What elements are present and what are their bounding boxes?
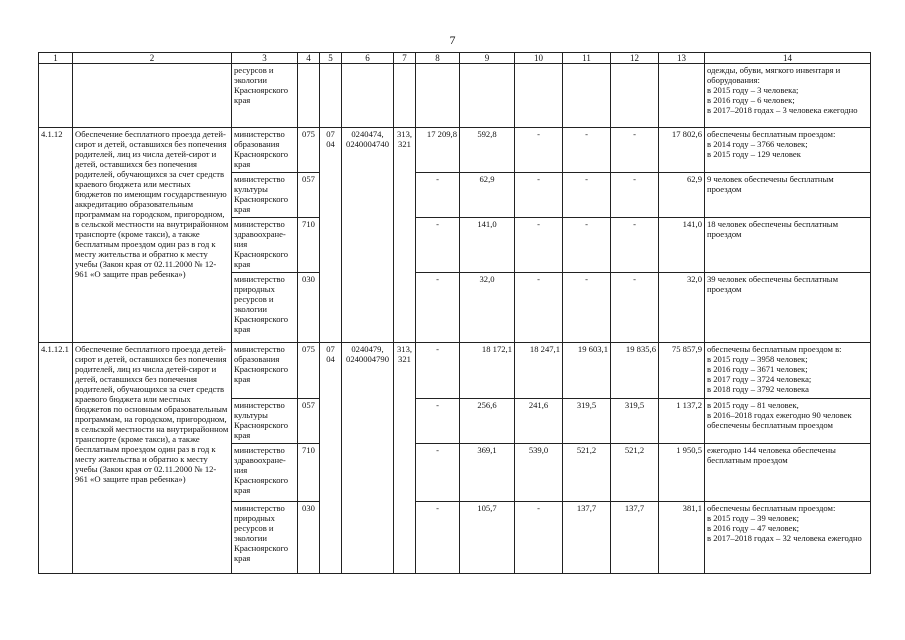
cell-value-8: 17 209,8 — [416, 128, 460, 173]
program-table — [38, 52, 871, 574]
cell-value-8: - — [416, 273, 460, 343]
cell-result: обеспечены бесплатным проездом: в 2014 году – 3766 человек; в 2015 году – 129 человек — [705, 128, 871, 173]
cell-value-8: - — [416, 343, 460, 399]
col-header-3: 3 — [232, 53, 298, 64]
col-header-11: 11 — [563, 53, 611, 64]
col-header-1: 1 — [39, 53, 73, 64]
cell-value-11: - — [563, 273, 611, 343]
cell-expense-type: 313, 321 — [394, 343, 416, 574]
table-row — [39, 343, 871, 399]
col-header-12: 12 — [611, 53, 659, 64]
cell-ministry: ресурсов и экологии Красноярского края — [232, 64, 298, 128]
cell-value-9: 141,0 — [460, 218, 515, 273]
cell-ministry: министерство культуры Красноярского края — [232, 399, 298, 444]
col-header-7: 7 — [394, 53, 416, 64]
cell-ministry: министерство здравоохране-ния Красноярского края — [232, 444, 298, 502]
cell-result: 9 человек обеспечены бесплатным проездом — [705, 173, 871, 218]
cell-code: 710 — [298, 218, 320, 273]
cell-value-12: 19 835,6 — [611, 343, 659, 399]
cell-code: 030 — [298, 273, 320, 343]
cell-value-12: 137,7 — [611, 502, 659, 574]
cell-value-11: - — [563, 218, 611, 273]
cell-value-11: - — [563, 173, 611, 218]
col-header-4: 4 — [298, 53, 320, 64]
cell-target-article: 0240479, 0240004790 — [342, 343, 394, 574]
col-header-9: 9 — [460, 53, 515, 64]
cell-result: 39 человек обеспечены бесплатным проездом — [705, 273, 871, 343]
col-header-14: 14 — [705, 53, 871, 64]
cell-value-9: 105,7 — [460, 502, 515, 574]
cell-value-8: - — [416, 444, 460, 502]
cell-code: 075 — [298, 343, 320, 399]
cell-code: 057 — [298, 399, 320, 444]
cell-target-article: 0240474, 0240004740 — [342, 128, 394, 343]
cell-value-9: 256,6 — [460, 399, 515, 444]
cell-value-12: - — [611, 273, 659, 343]
cell-value-11: 319,5 — [563, 399, 611, 444]
cell-value-11: 19 603,1 — [563, 343, 611, 399]
cell-value-10: 539,0 — [515, 444, 563, 502]
cell-value-10: - — [515, 273, 563, 343]
cell-item-number: 4.1.12 — [39, 128, 73, 343]
cell-value-9: 32,0 — [460, 273, 515, 343]
cell-value-10: 18 247,1 — [515, 343, 563, 399]
cell-item-name: Обеспечение бесплатного проезда детей-сирот и детей, оставшихся без попечения родителей, лиц из числа детей-сирот и детей, оставшихся без попечения родителей, обучающихся за счет средств краевого бюджета или местных бюджетов по имеющим государственную аккредитацию образовательным программам на городском, пригородном, в сельской местности на внутрирайонном транспорте (кроме такси), а также бесплатным проездом один раз в год к месту жительства и обратно к месту учебы (Закон края от 02.11.2000 № 12-961 «О защите прав ребенка») — [73, 128, 232, 343]
cell-ministry: министерство культуры Красноярского края — [232, 173, 298, 218]
col-header-8: 8 — [416, 53, 460, 64]
cell-result: ежегодно 144 человека обеспечены бесплатным проездом — [705, 444, 871, 502]
cell-value-8: - — [416, 173, 460, 218]
cell-code: 030 — [298, 502, 320, 574]
cell-value-8: - — [416, 218, 460, 273]
cell-value-13: 141,0 — [659, 218, 705, 273]
cell-ministry: министерство природных ресурсов и экологии Красноярского края — [232, 273, 298, 343]
cell-value-12: - — [611, 128, 659, 173]
cell-value-12: - — [611, 173, 659, 218]
table-row — [39, 64, 871, 128]
cell-ministry: министерство здравоохране-ния Красноярского края — [232, 218, 298, 273]
cell-value-9: 18 172,1 — [460, 343, 515, 399]
cell-value-13: 32,0 — [659, 273, 705, 343]
cell-value-13: 1 950,5 — [659, 444, 705, 502]
cell-result: обеспечены бесплатным проездом в: в 2015 году – 3958 человек; в 2016 году – 3671 человек; в 2017 году – 3724 человека; в 2018 году – 3792 человека — [705, 343, 871, 399]
cell-value-13: 1 137,2 — [659, 399, 705, 444]
cell-value-10: - — [515, 502, 563, 574]
cell-value-10: 241,6 — [515, 399, 563, 444]
col-header-10: 10 — [515, 53, 563, 64]
cell-ministry: министерство природных ресурсов и экологии Красноярского края — [232, 502, 298, 574]
cell-value-12: - — [611, 218, 659, 273]
cell-value-10: - — [515, 128, 563, 173]
cell-value-12: 319,5 — [611, 399, 659, 444]
cell-ministry: министерство образования Красноярского края — [232, 343, 298, 399]
cell-item-number: 4.1.12.1 — [39, 343, 73, 574]
page-number: 7 — [449, 33, 456, 47]
cell-value-13: 75 857,9 — [659, 343, 705, 399]
cell-section: 07 04 — [320, 343, 342, 574]
cell-value-10: - — [515, 173, 563, 218]
cell-value-10: - — [515, 218, 563, 273]
cell-value-13: 381,1 — [659, 502, 705, 574]
cell-ministry: министерство образования Красноярского края — [232, 128, 298, 173]
cell-item-name: Обеспечение бесплатного проезда детей-сирот и детей, оставшихся без попечения родителей, лиц из числа детей-сирот и детей, оставшихся без попечения родителей, обучающихся за счет средств краевого бюджета или местных бюджетов по основным образовательным программам, на городском, пригородном, в сельской местности на внутрирайонном транспорте (кроме такси), а также бесплатным проездом один раз в год к месту жительства и обратно к месту учебы (Закон края от 02.11.2000 № 12-961 «О защите прав ребенка») — [73, 343, 232, 574]
cell-value-9: 62,9 — [460, 173, 515, 218]
cell-value-13: 17 802,6 — [659, 128, 705, 173]
cell-result: 18 человек обеспечены бесплатным проездом — [705, 218, 871, 273]
cell-value-13: 62,9 — [659, 173, 705, 218]
cell-result: одежды, обуви, мягкого инвентаря и оборудования: в 2015 году – 3 человека; в 2016 году – 6 человек; в 2017–2018 годах – 3 человека ежегодно — [705, 64, 871, 128]
cell-value-8: - — [416, 399, 460, 444]
col-header-5: 5 — [320, 53, 342, 64]
col-header-2: 2 — [73, 53, 232, 64]
cell-code: 075 — [298, 128, 320, 173]
cell-expense-type: 313, 321 — [394, 128, 416, 343]
cell-value-11: 521,2 — [563, 444, 611, 502]
cell-value-11: 137,7 — [563, 502, 611, 574]
cell-result: обеспечены бесплатным проездом: в 2015 году – 39 человек; в 2016 году – 47 человек; в 2017–2018 годах – 32 человека ежегодно — [705, 502, 871, 574]
cell-value-11: - — [563, 128, 611, 173]
col-header-13: 13 — [659, 53, 705, 64]
cell-code: 710 — [298, 444, 320, 502]
cell-value-8: - — [416, 502, 460, 574]
col-header-6: 6 — [342, 53, 394, 64]
header-row — [39, 53, 871, 64]
cell-result: в 2015 году – 81 человек, в 2016–2018 годах ежегодно 90 человек обеспечены бесплатным проездом — [705, 399, 871, 444]
cell-code: 057 — [298, 173, 320, 218]
cell-value-9: 369,1 — [460, 444, 515, 502]
table-row — [39, 128, 871, 173]
cell-section: 07 04 — [320, 128, 342, 343]
cell-value-12: 521,2 — [611, 444, 659, 502]
cell-value-9: 592,8 — [460, 128, 515, 173]
